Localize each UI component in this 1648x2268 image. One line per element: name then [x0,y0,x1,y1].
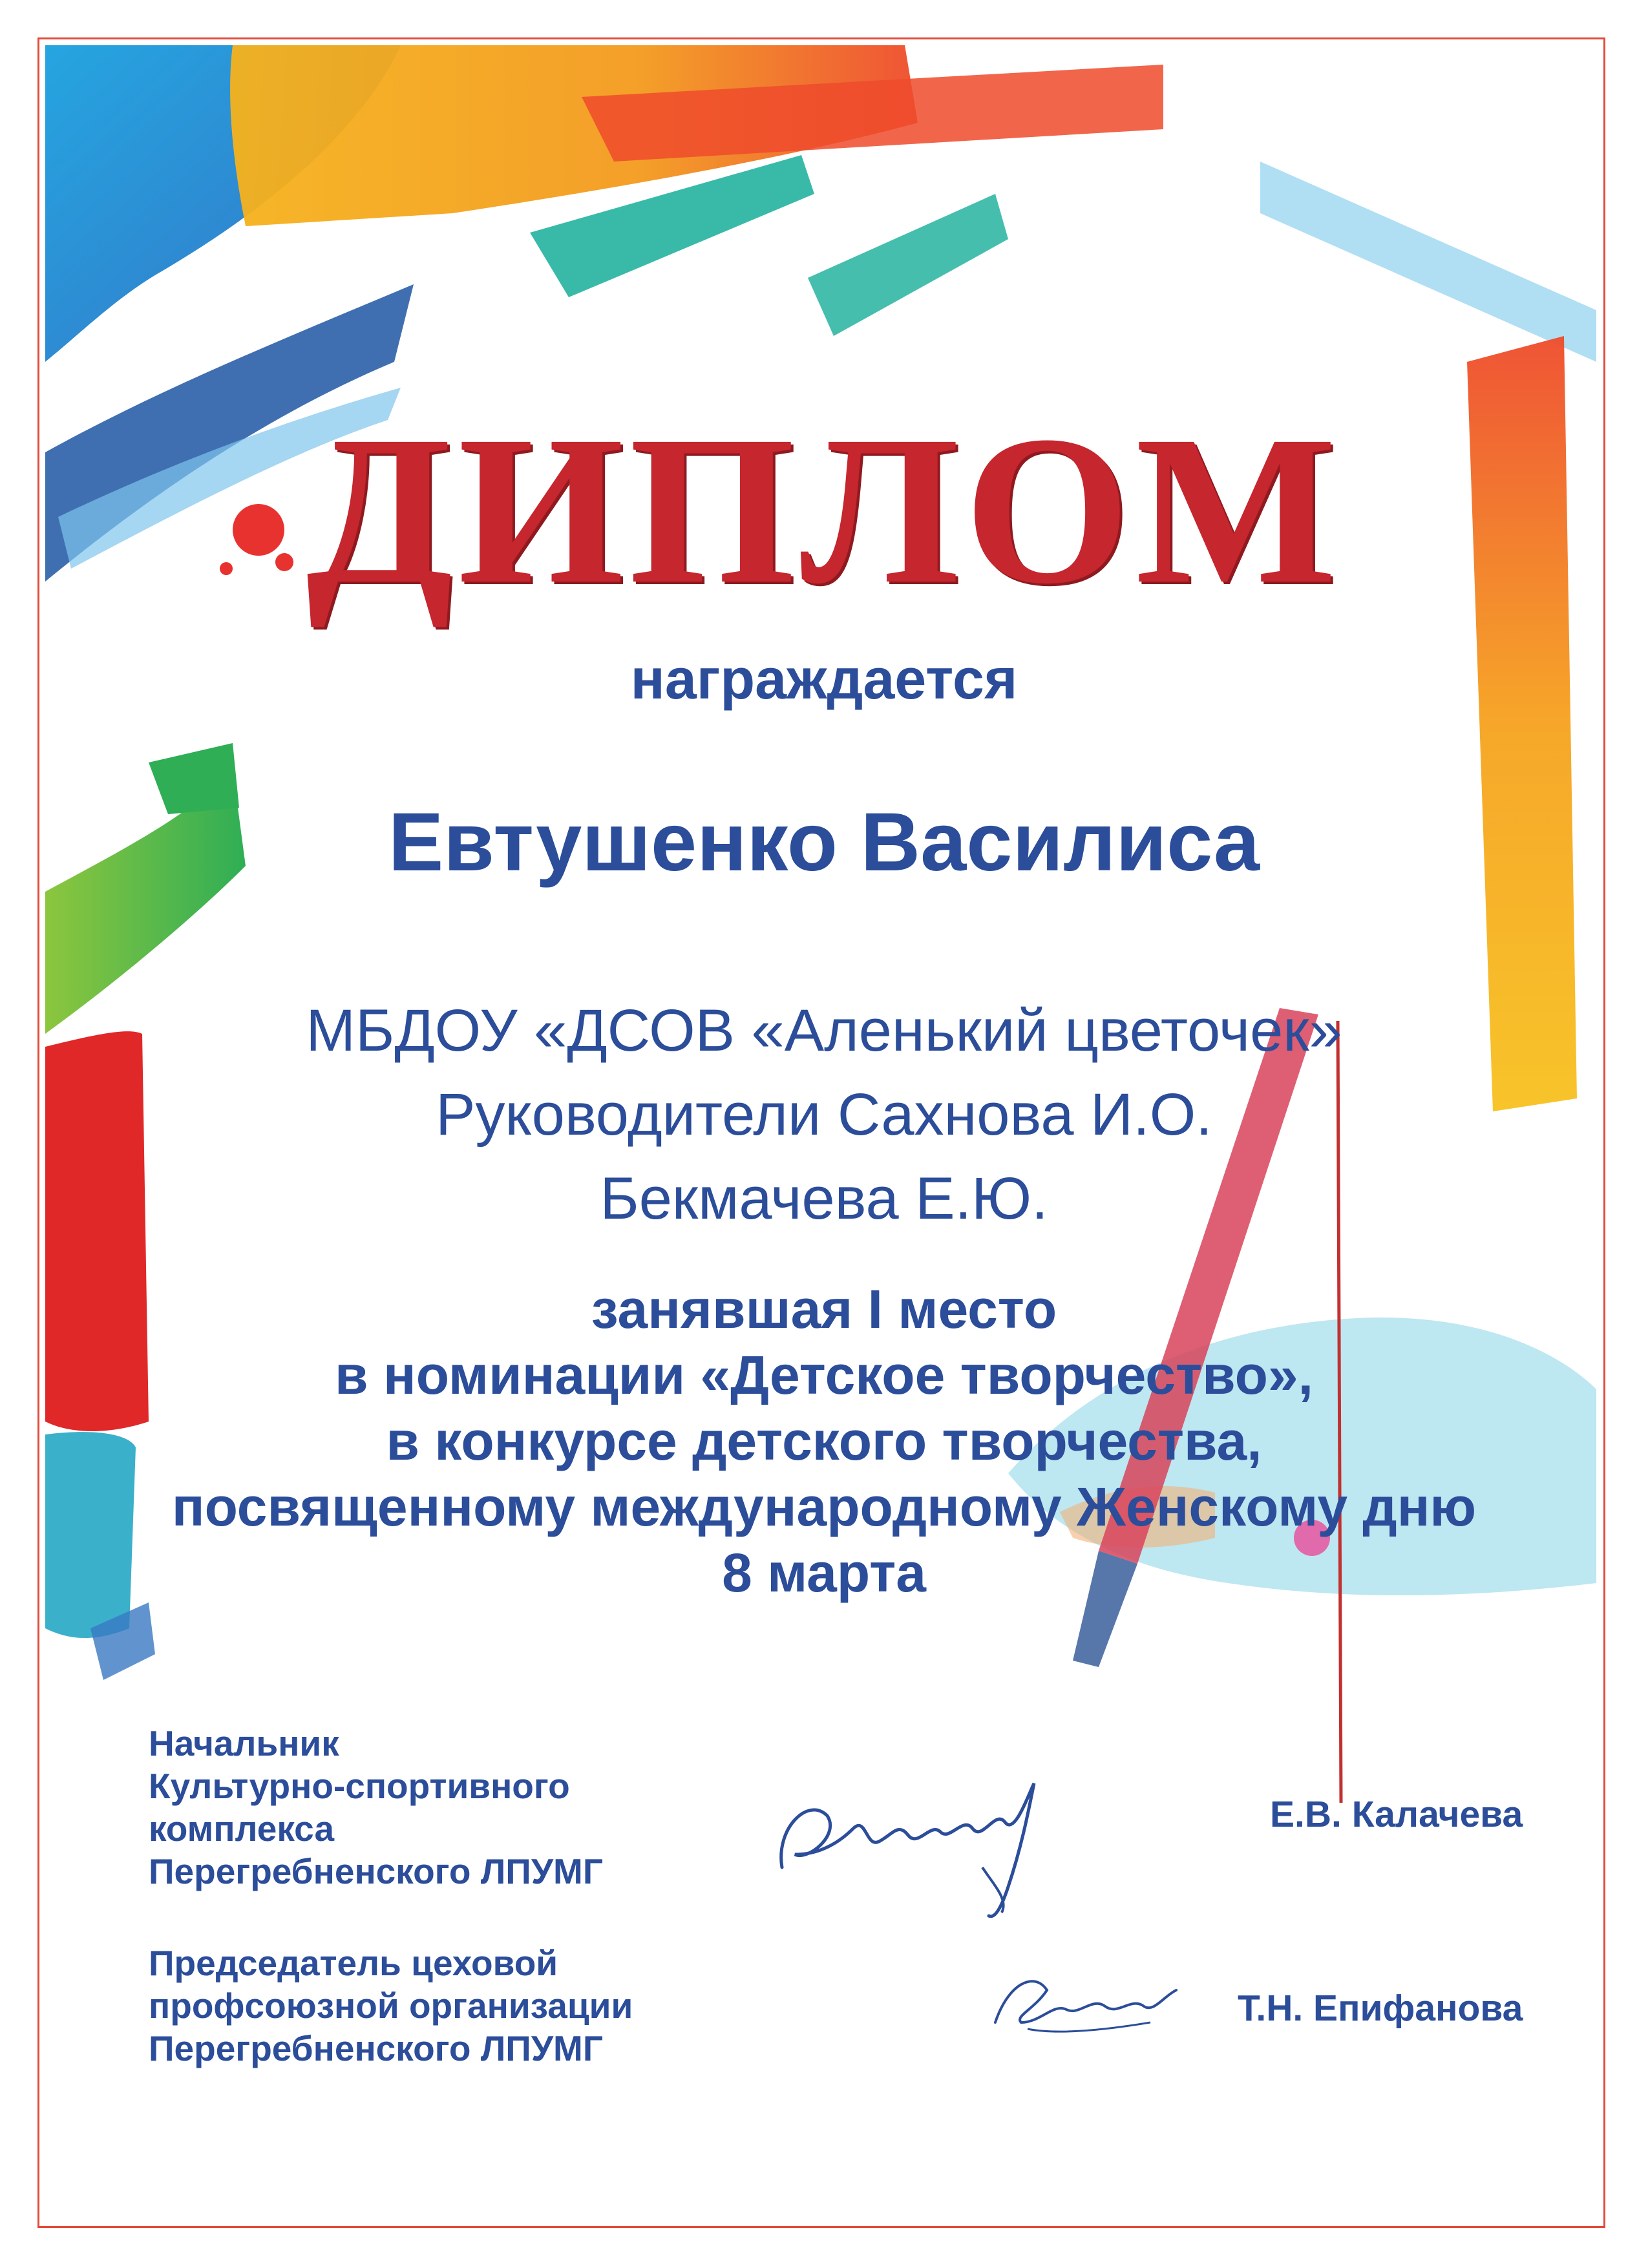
award-line: в номинации «Детское творчество», [335,1345,1313,1405]
organization-line: Руководители Сахнова И.О. [436,1082,1212,1148]
award-line: занявшая I место [591,1279,1057,1339]
position-line: Председатель цеховой [149,1943,558,1983]
organization-line: Бекмачева Е.Ю. [600,1166,1048,1232]
signatory-position [149,1942,633,2070]
recipient-name: Евтушенко Василиса [388,796,1260,888]
position-line: Перегребненского ЛПУМГ [149,2028,604,2068]
organization-line: МБДОУ «ДСОВ «Аленький цветочек» [306,998,1342,1064]
position-line: Перегребненского ЛПУМГ [149,1851,604,1891]
position-line: Начальник [149,1723,339,1763]
position-line: комплекса [149,1809,335,1849]
signatory-name: Е.В. Калачева [1270,1794,1523,1835]
diploma-title: ДИПЛОМ [306,392,1342,628]
signatory-position [149,1722,603,1893]
awarded-label: награждается [630,647,1018,711]
signature-epifanova [982,1945,1189,2061]
award-line: посвященному международному Женскому дню [171,1476,1477,1537]
position-line: профсоюзной организации [149,1986,633,2026]
award-line: 8 марта [722,1542,926,1603]
signature-kalacheva [769,1758,1079,1926]
signatory-name: Т.Н. Епифанова [1238,1988,1523,2029]
position-line: Культурно-спортивного [149,1766,570,1806]
award-line: в конкурсе детского творчества, [386,1411,1262,1471]
